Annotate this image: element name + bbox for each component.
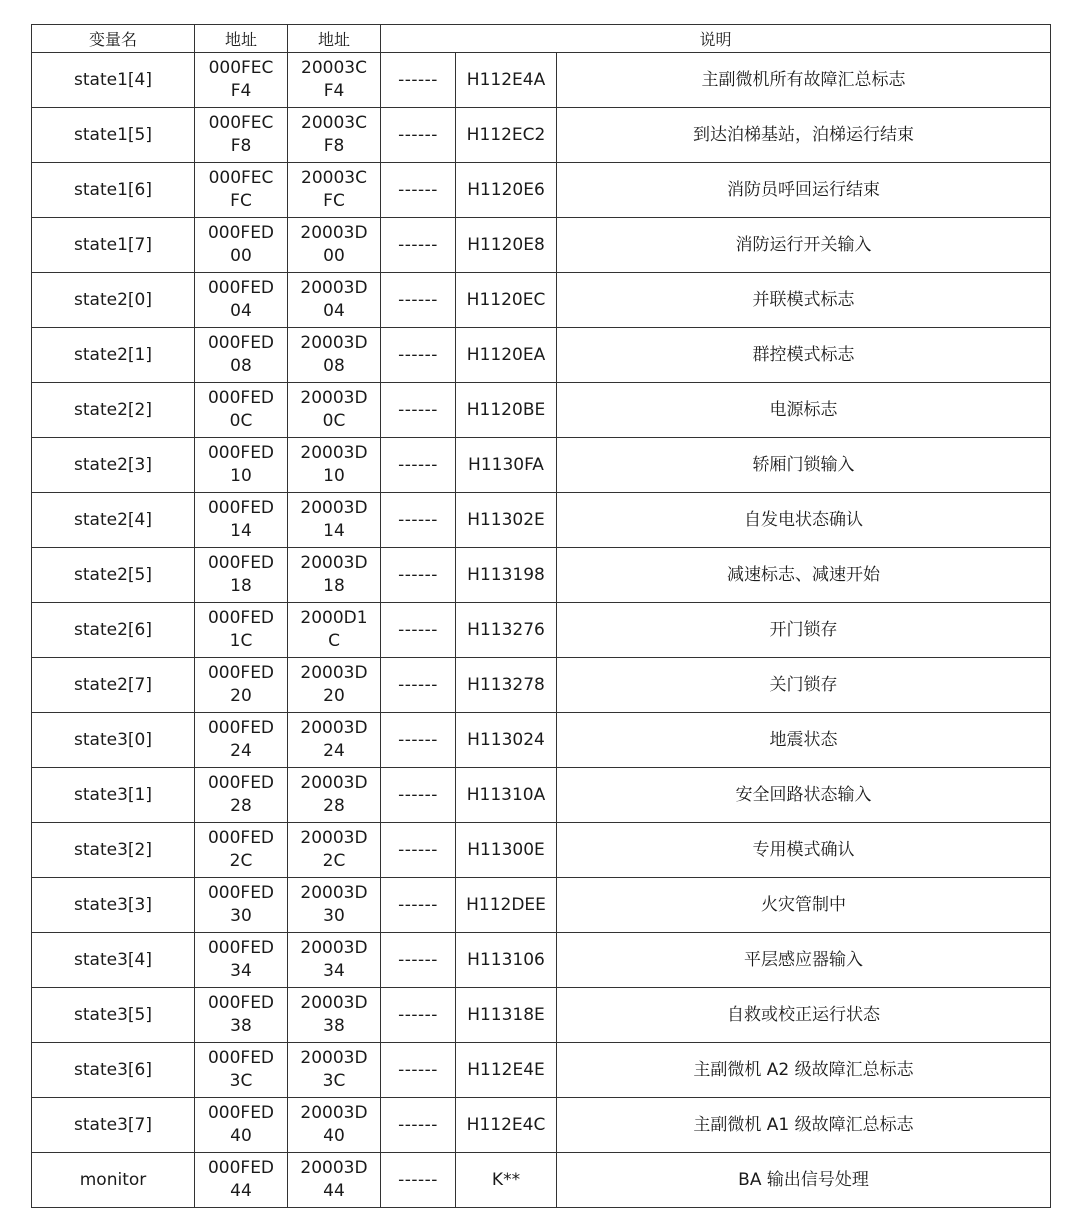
code-cell: H11300E [456,823,557,878]
table-row [32,548,1051,603]
code-cell: H113106 [456,933,557,988]
description-cell: 地震状态 [557,713,1051,768]
description-cell: 安全回路状态输入 [557,768,1051,823]
code-cell: H1120EC [456,273,557,328]
address-1-cell: 000FED 0C [195,383,288,438]
table-row [32,768,1051,823]
header-var-name: 变量名 [32,25,195,53]
code-cell: H113198 [456,548,557,603]
description-cell: 到达泊梯基站，泊梯运行结束 [557,108,1051,163]
table-row [32,438,1051,493]
table-row [32,713,1051,768]
table-body [32,53,1051,1208]
table-row [32,328,1051,383]
description-cell: 并联模式标志 [557,273,1051,328]
dash-cell: ------ [381,218,456,273]
dash-cell: ------ [381,1153,456,1208]
table-row [32,383,1051,438]
address-2-cell: 20003D 2C [288,823,381,878]
code-cell: H1120EA [456,328,557,383]
description-cell: 消防运行开关输入 [557,218,1051,273]
dash-cell: ------ [381,878,456,933]
address-1-cell: 000FED 04 [195,273,288,328]
var-name-cell: state1[5] [32,108,195,163]
description-cell: 主副微机所有故障汇总标志 [557,53,1051,108]
address-2-cell: 20003D 18 [288,548,381,603]
dash-cell: ------ [381,658,456,713]
var-name-cell: state3[4] [32,933,195,988]
var-name-cell: state2[0] [32,273,195,328]
address-2-cell: 20003D 3C [288,1043,381,1098]
code-cell: H112DEE [456,878,557,933]
address-2-cell: 20003D 04 [288,273,381,328]
dash-cell: ------ [381,548,456,603]
address-2-cell: 20003D 30 [288,878,381,933]
address-2-cell: 20003D 24 [288,713,381,768]
description-cell: 平层感应器输入 [557,933,1051,988]
description-cell: 群控模式标志 [557,328,1051,383]
var-name-cell: state1[7] [32,218,195,273]
address-2-cell: 2000D1 C [288,603,381,658]
address-2-cell: 20003C FC [288,163,381,218]
table-row [32,878,1051,933]
address-1-cell: 000FEC FC [195,163,288,218]
table-row [32,493,1051,548]
description-cell: 专用模式确认 [557,823,1051,878]
table-row [32,1153,1051,1208]
dash-cell: ------ [381,493,456,548]
var-name-cell: state2[2] [32,383,195,438]
header-address-1: 地址 [195,25,288,53]
address-1-cell: 000FED 34 [195,933,288,988]
address-1-cell: 000FED 2C [195,823,288,878]
dash-cell: ------ [381,328,456,383]
address-2-cell: 20003D 20 [288,658,381,713]
address-1-cell: 000FED 20 [195,658,288,713]
dash-cell: ------ [381,988,456,1043]
description-cell: 主副微机 A2 级故障汇总标志 [557,1043,1051,1098]
description-cell: 主副微机 A1 级故障汇总标志 [557,1098,1051,1153]
address-1-cell: 000FED 40 [195,1098,288,1153]
header-description: 说明 [381,25,1051,53]
code-cell: H11302E [456,493,557,548]
address-1-cell: 000FED 44 [195,1153,288,1208]
dash-cell: ------ [381,1043,456,1098]
table-row [32,933,1051,988]
table-row [32,1043,1051,1098]
address-1-cell: 000FED 18 [195,548,288,603]
code-cell: H11310A [456,768,557,823]
var-name-cell: state2[7] [32,658,195,713]
table-row [32,273,1051,328]
table-row [32,53,1051,108]
var-name-cell: state2[6] [32,603,195,658]
address-2-cell: 20003D 08 [288,328,381,383]
table-row [32,658,1051,713]
address-1-cell: 000FED 10 [195,438,288,493]
address-2-cell: 20003D 14 [288,493,381,548]
var-name-cell: state2[3] [32,438,195,493]
code-cell: H1120E8 [456,218,557,273]
dash-cell: ------ [381,823,456,878]
dash-cell: ------ [381,53,456,108]
table-row [32,108,1051,163]
address-2-cell: 20003D 00 [288,218,381,273]
description-cell: 火灾管制中 [557,878,1051,933]
dash-cell: ------ [381,933,456,988]
address-2-cell: 20003D 38 [288,988,381,1043]
dash-cell: ------ [381,768,456,823]
description-cell: BA 输出信号处理 [557,1153,1051,1208]
description-cell: 轿厢门锁输入 [557,438,1051,493]
address-2-cell: 20003D 34 [288,933,381,988]
description-cell: 电源标志 [557,383,1051,438]
dash-cell: ------ [381,1098,456,1153]
address-2-cell: 20003D 10 [288,438,381,493]
description-cell: 自发电状态确认 [557,493,1051,548]
table-row [32,603,1051,658]
table-row [32,1098,1051,1153]
description-cell: 关门锁存 [557,658,1051,713]
var-name-cell: state2[5] [32,548,195,603]
var-name-cell: monitor [32,1153,195,1208]
dash-cell: ------ [381,108,456,163]
address-1-cell: 000FEC F4 [195,53,288,108]
description-cell: 减速标志、减速开始 [557,548,1051,603]
address-1-cell: 000FED 24 [195,713,288,768]
description-cell: 自救或校正运行状态 [557,988,1051,1043]
address-1-cell: 000FED 00 [195,218,288,273]
code-cell: K** [456,1153,557,1208]
address-1-cell: 000FED 08 [195,328,288,383]
address-1-cell: 000FED 28 [195,768,288,823]
code-cell: H113024 [456,713,557,768]
var-name-cell: state2[1] [32,328,195,383]
description-cell: 消防员呼回运行结束 [557,163,1051,218]
var-name-cell: state3[1] [32,768,195,823]
code-cell: H112EC2 [456,108,557,163]
dash-cell: ------ [381,163,456,218]
table-header-row [32,25,1051,53]
var-name-cell: state3[0] [32,713,195,768]
var-name-cell: state3[6] [32,1043,195,1098]
address-1-cell: 000FEC F8 [195,108,288,163]
dash-cell: ------ [381,273,456,328]
dash-cell: ------ [381,438,456,493]
var-name-cell: state1[6] [32,163,195,218]
address-1-cell: 000FED 14 [195,493,288,548]
address-2-cell: 20003D 44 [288,1153,381,1208]
var-name-cell: state3[2] [32,823,195,878]
table-row [32,988,1051,1043]
header-address-2: 地址 [288,25,381,53]
table-row [32,163,1051,218]
code-cell: H112E4E [456,1043,557,1098]
code-cell: H113276 [456,603,557,658]
table-row [32,218,1051,273]
var-name-cell: state3[5] [32,988,195,1043]
code-cell: H1120E6 [456,163,557,218]
var-name-cell: state3[3] [32,878,195,933]
variable-address-table [31,24,1051,1208]
code-cell: H11318E [456,988,557,1043]
dash-cell: ------ [381,383,456,438]
address-1-cell: 000FED 3C [195,1043,288,1098]
code-cell: H1130FA [456,438,557,493]
code-cell: H113278 [456,658,557,713]
table-row [32,823,1051,878]
address-1-cell: 000FED 38 [195,988,288,1043]
code-cell: H112E4A [456,53,557,108]
dash-cell: ------ [381,713,456,768]
address-2-cell: 20003D 40 [288,1098,381,1153]
var-name-cell: state2[4] [32,493,195,548]
description-cell: 开门锁存 [557,603,1051,658]
address-1-cell: 000FED 30 [195,878,288,933]
address-1-cell: 000FED 1C [195,603,288,658]
address-2-cell: 20003C F8 [288,108,381,163]
code-cell: H1120BE [456,383,557,438]
address-2-cell: 20003C F4 [288,53,381,108]
dash-cell: ------ [381,603,456,658]
var-name-cell: state3[7] [32,1098,195,1153]
address-2-cell: 20003D 0C [288,383,381,438]
var-name-cell: state1[4] [32,53,195,108]
code-cell: H112E4C [456,1098,557,1153]
address-2-cell: 20003D 28 [288,768,381,823]
